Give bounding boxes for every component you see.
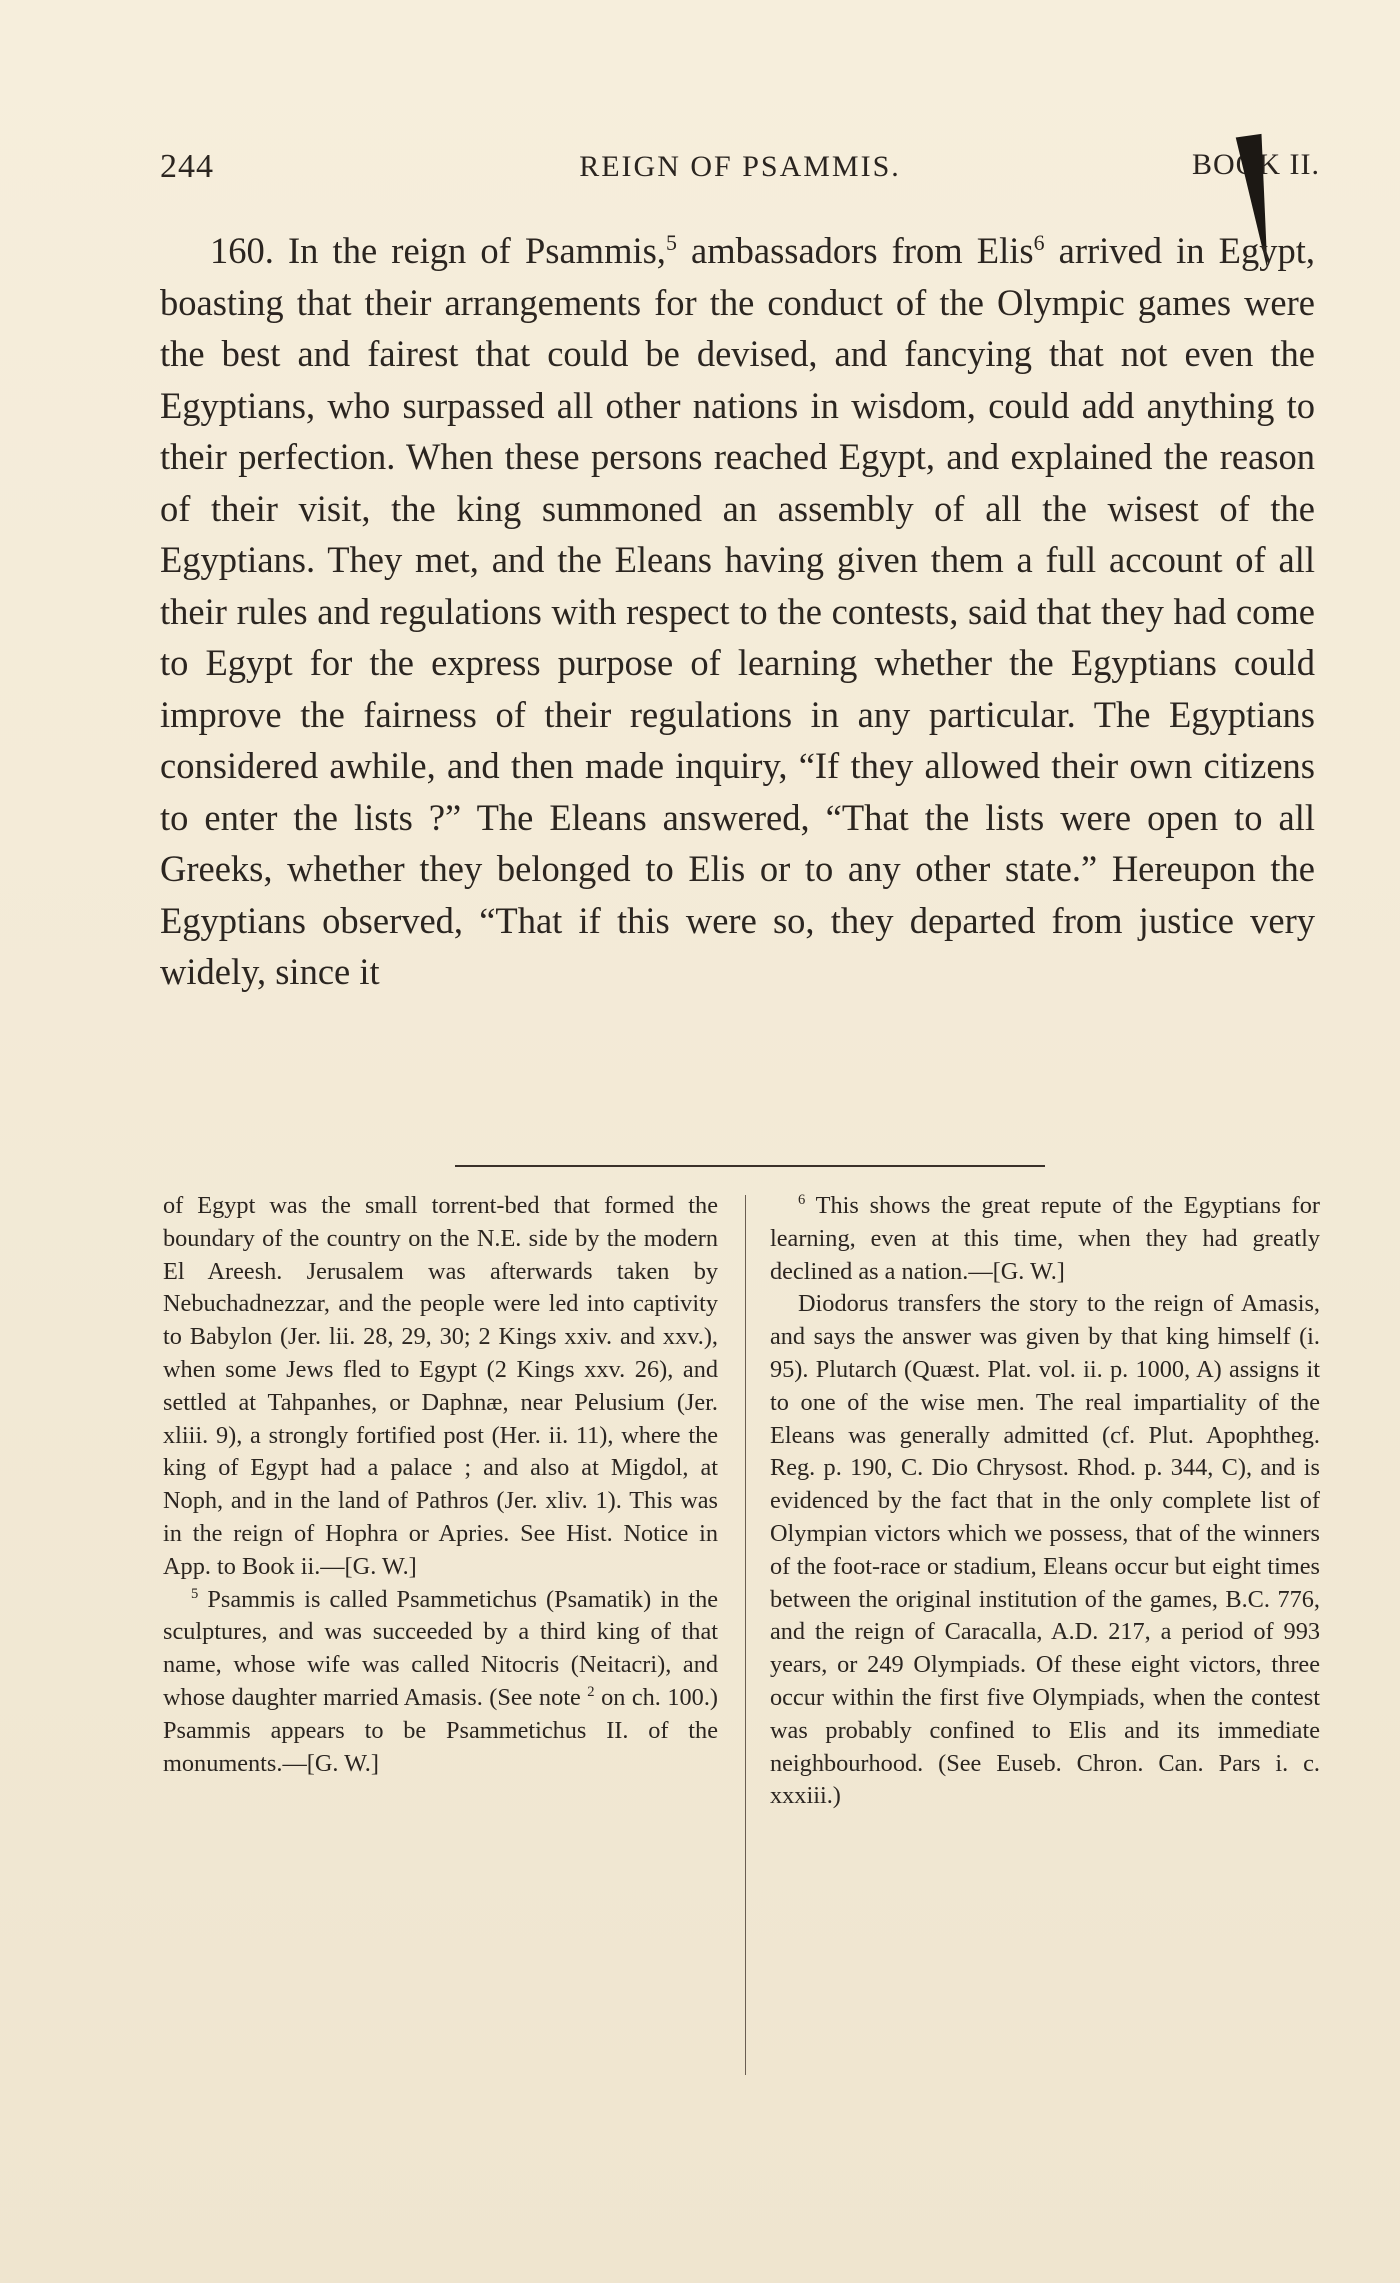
running-title: REIGN OF PSAMMIS. <box>579 150 901 183</box>
book-label: BOOK II. <box>1192 148 1320 181</box>
footnote-ref-5: 5 <box>665 229 677 255</box>
chapter-paragraph <box>160 225 1315 998</box>
footnote-5-text-b: on ch. 100.) Psammis appears to be Psammetichus II. of the monuments.—[G. W.] <box>163 1683 718 1777</box>
page-header <box>160 142 1320 192</box>
main-text-part2: ambassadors from Elis <box>676 230 1034 271</box>
footnotes-left-column <box>163 1190 718 1780</box>
main-text-part1: 160. In the reign of Psammis, <box>210 230 666 271</box>
footnote-5-marker: 5 <box>191 1585 199 1602</box>
page-number: 244 <box>160 148 214 185</box>
footnote-5-text-a: Psammis is called Psammetichus (Psamatik) in the sculptures, and was succeeded by a third king of that name, whose wife was called Nitocris (Neitacri), and whose daughter married Amasis. (See note <box>163 1585 718 1711</box>
footnote-continued: of Egypt was the small torrent-bed that formed the boundary of the country on the N.E. side by the modern El Areesh. Jerusalem was afterwards taken by Nebuchadnezzar, and the people were led into captivity to Babylon (Jer. lii. 28, 29, 30; 2 Kings xxiv. and xxv.), when some Jews fled to Egypt (2 Kings xxv. 26), and settled at Tahpanhes, or Daphnæ, near Pelusium (Jer. xliii. 9), a strongly fortified post (Her. ii. 11), where the king of Egypt had a palace ; and also at Migdol, at Noph, and in the land of Pathros (Jer. xliv. 1). This was in the reign of Hophra or Apries. See Hist. Notice in App. to Book ii.—[G. W.] <box>163 1192 718 1580</box>
main-text-part3: arrived in Egypt, boasting that their arrangements for the conduct of the Olympic games were the best and fairest that could be devised, and fancying that not even the Egyptians, who surpassed all other nations in wisdom, could add anything to their perfection. When these persons reached Egypt, and explained the reason of their visit, the king summoned an assembly of all the wisest of the Egyptians. They met, and the Eleans having given them a full account of all their rules and regulations with respect to the contests, said that they had come to Egypt for the express purpose of learning whether the Egyptians could improve the fairness of their regulations in any particular. The Egyptians considered awhile, and then made inquiry, “If they allowed their own citizens to enter the lists ?” The Eleans answered, “That the lists were open to all Greeks, whether they belonged to Elis or to any other state.” Hereupon the Egyptians observed, “That if this were so, they departed from justice very widely, since it <box>160 230 1315 992</box>
column-divider <box>745 1195 746 2075</box>
footnotes-right-column <box>770 1190 1320 1813</box>
footnote-ref-6: 6 <box>1033 229 1045 255</box>
footnote-5-note-ref: 2 <box>587 1683 595 1700</box>
main-text <box>160 225 1315 998</box>
footnote-5 <box>163 1584 718 1781</box>
footnote-rule <box>455 1165 1045 1167</box>
footnote-6 <box>770 1190 1320 1288</box>
footnote-6-continued: Diodorus transfers the story to the reign of Amasis, and says the answer was given by that king himself (i. 95). Plutarch (Quæst. Plat. vol. ii. p. 1000, A) assigns it to one of the wise men. The real impartiality of the Eleans was generally admitted (cf. Plut. Apophtheg. Reg. p. 190, C. Dio Chrysost. Rhod. p. 344, C), and is evidenced by the fact that in the only complete list of Olympian victors which we possess, that of the winners of the foot-race or stadium, Eleans occur but eight times between the original institution of the games, B.C. 776, and the reign of Caracalla, A.D. 217, a period of 993 years, or 249 Olympiads. Of these eight victors, three occur within the first five Olympiads, when the contest was probably confined to Elis and its immediate neighbourhood. (See Euseb. Chron. Can. Pars i. c. xxxiii.) <box>770 1290 1320 1810</box>
footnote-6-text-a: This shows the great repute of the Egyptians for learning, even at this time, when they had greatly declined as a nation.—[G. W.] <box>770 1192 1320 1285</box>
footnote-6-marker: 6 <box>798 1191 806 1208</box>
